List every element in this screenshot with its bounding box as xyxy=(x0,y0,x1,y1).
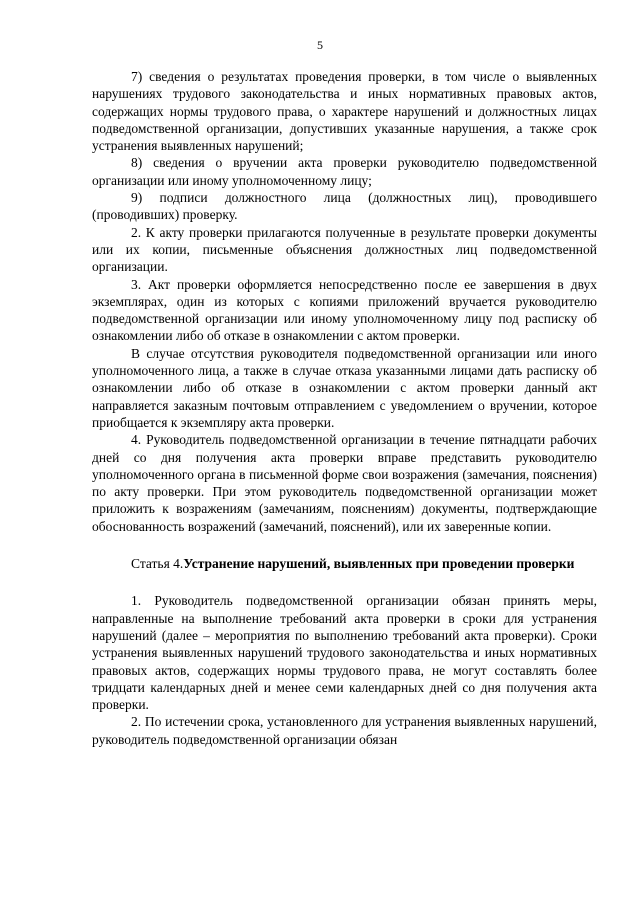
paragraph-item-9: 9) подписи должностного лица (должностных лиц), проводившего (проводивших) проверку. xyxy=(92,190,597,223)
article-label: Статья 4. xyxy=(131,556,184,572)
article-title: Устранение нарушений, выявленных при проведении проверки xyxy=(183,556,575,572)
article-heading xyxy=(92,555,597,572)
paragraph-article4-clause-2: 2. По истечении срока, установленного для устранения выявленных нарушений, руководитель подведомственной организации обязан xyxy=(92,714,597,747)
paragraph-item-7: 7) сведения о результатах проведения проверки, в том числе о выявленных нарушениях трудового законодательства и иных нормативных правовых актов, содержащих нормы трудового права, о характере нарушений и должностных лицах подведомственной организации, допустивших указанные нарушения, а также срок устранения выявленных нарушений; xyxy=(92,69,597,154)
paragraph-clause-4: 4. Руководитель подведомственной организации в течение пятнадцати рабочих дней со дня получения акта проверки вправе представить руководителю уполномоченного органа в письменной форме свои возражения (замечания, пояснения) по акту проверки. При этом руководитель подведомственной организации может приложить к возражениям (замечаниям, пояснениям) документы, подтверждающие обоснованность возражений (замечаний, пояснений), или их заверенные копии. xyxy=(92,432,597,534)
page-number: 5 xyxy=(317,38,323,52)
paragraph-article4-clause-1: 1. Руководитель подведомственной организации обязан принять меры, направленные на выполнение требований акта проверки в сроки для устранения нарушений (далее – мероприятия по выполнению требований акта проверки). Сроки устранения выявленных нарушений трудового законодательства и иных нормативных правовых актов, содержащих нормы трудового права, не могут составлять более тридцати календарных дней и менее семи календарных дней со дня получения акта проверки. xyxy=(92,593,597,713)
paragraph-clause-3-absence: В случае отсутствия руководителя подведомственной организации или иного уполномоченного лица, а также в случае отказа указанными лицами дать расписку об ознакомлении либо об отказе в ознакомлении с актом проверки данный акт направляется заказным почтовым отправлением с уведомлением о вручении, которое приобщается к экземпляру акта проверки. xyxy=(92,345,597,430)
document-body xyxy=(92,68,597,748)
paragraph-item-8: 8) сведения о вручении акта проверки руководителю подведомственной организации или иному уполномоченному лицу; xyxy=(92,155,597,188)
paragraph-clause-3: 3. Акт проверки оформляется непосредственно после ее завершения в двух экземплярах, один из которых с копиями приложений вручается руководителю подведомственной организации или иному уполномоченному лицу под расписку об ознакомлении либо об отказе в ознакомлении с актом проверки. xyxy=(92,276,597,344)
paragraph-clause-2: 2. К акту проверки прилагаются полученные в результате проверки документы или их копии, письменные объяснения должностных лиц подведомственной организации. xyxy=(92,224,597,275)
